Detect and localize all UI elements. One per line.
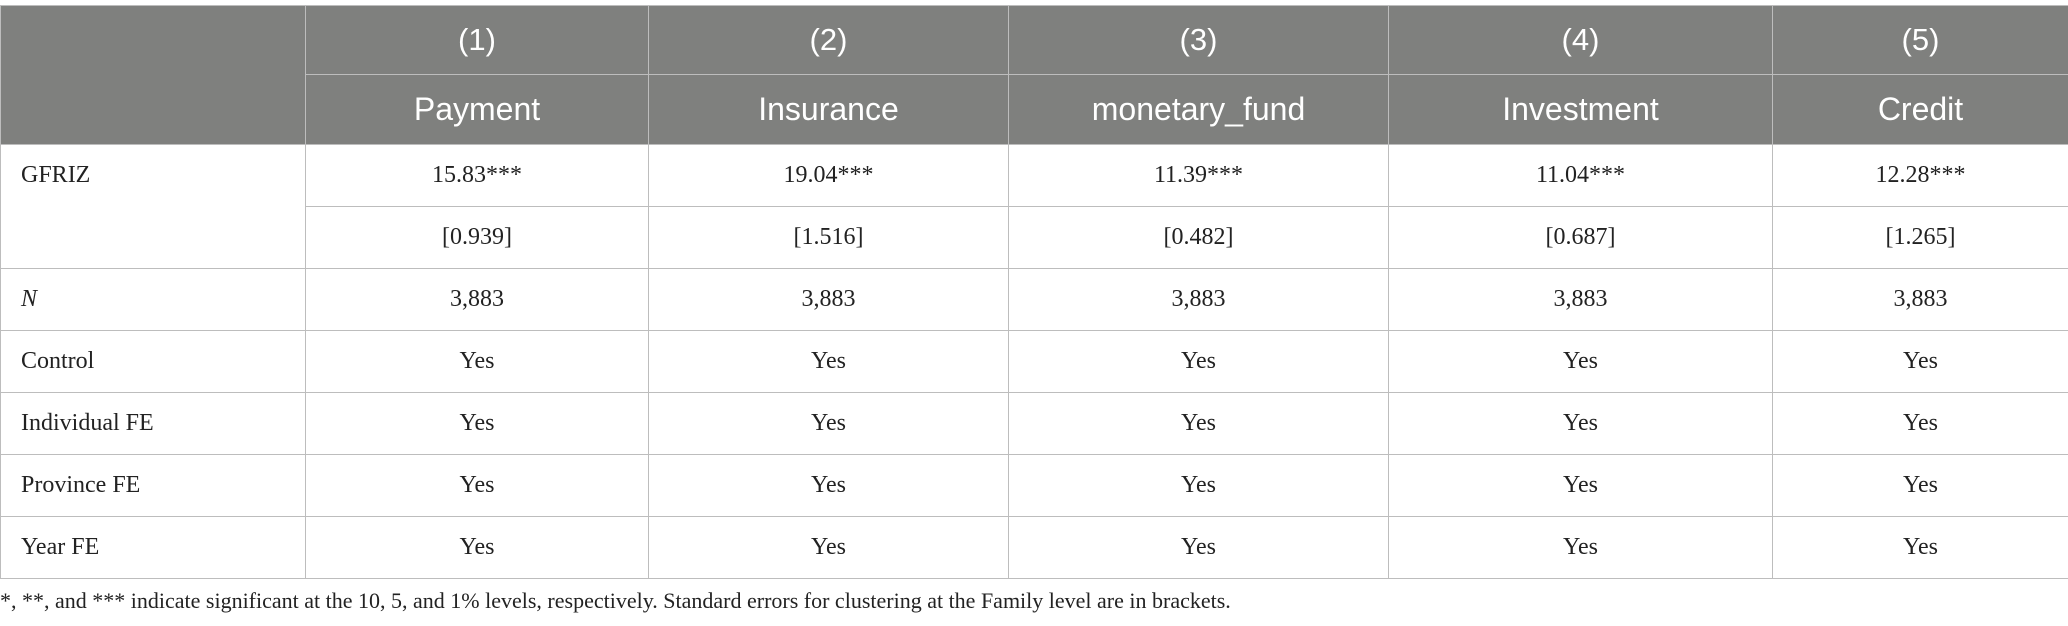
row-label-text: N: [21, 286, 38, 312]
std-error-cell: [0.482]: [1009, 207, 1389, 269]
table-cell: Yes: [1389, 455, 1773, 517]
header-stub: [1, 6, 306, 145]
regression-table: [0, 5, 2068, 579]
table-cell: Yes: [1389, 331, 1773, 393]
table-row: [1, 393, 2068, 455]
column-name: Investment: [1389, 75, 1773, 145]
table-cell: Yes: [1009, 393, 1389, 455]
table-footnote: *, **, and *** indicate significant at the 10, 5, and 1% levels, respectively. Standard errors for clustering at the Family level are in brackets.: [0, 588, 1231, 613]
row-label-gfriz: GFRIZ: [1, 145, 306, 269]
column-number: (2): [649, 6, 1009, 75]
column-number-row: [1, 6, 2068, 75]
column-number: (1): [306, 6, 649, 75]
table-row: [1, 145, 2068, 207]
std-error-cell: [1.516]: [649, 207, 1009, 269]
table-cell: Yes: [649, 455, 1009, 517]
column-name: Credit: [1773, 75, 2068, 145]
table-cell: Yes: [1009, 455, 1389, 517]
table-cell: Yes: [306, 455, 649, 517]
column-number: (3): [1009, 6, 1389, 75]
coefficient-cell: 15.83***: [306, 145, 649, 207]
table-cell: Yes: [1773, 393, 2068, 455]
table-cell: Yes: [1389, 517, 1773, 579]
coefficient-cell: 19.04***: [649, 145, 1009, 207]
column-name: Payment: [306, 75, 649, 145]
table-cell: Yes: [306, 393, 649, 455]
std-error-cell: [0.687]: [1389, 207, 1773, 269]
table-cell: 3,883: [306, 269, 649, 331]
table-row: [1, 517, 2068, 579]
table-cell: Yes: [306, 517, 649, 579]
table-cell: Yes: [1773, 517, 2068, 579]
table-cell: 3,883: [1389, 269, 1773, 331]
row-label-n: [1, 269, 306, 331]
column-number: (4): [1389, 6, 1773, 75]
coefficient-cell: 11.04***: [1389, 145, 1773, 207]
column-number: (5): [1773, 6, 2068, 75]
row-label-individual-fe: Individual FE: [1, 393, 306, 455]
table-row: [1, 331, 2068, 393]
table-cell: Yes: [1773, 455, 2068, 517]
table-cell: Yes: [649, 331, 1009, 393]
table-cell: Yes: [649, 517, 1009, 579]
table-cell: Yes: [1773, 331, 2068, 393]
row-label-province-fe: Province FE: [1, 455, 306, 517]
std-error-cell: [0.939]: [306, 207, 649, 269]
table-cell: Yes: [649, 393, 1009, 455]
table-row: [1, 269, 2068, 331]
row-label-control: Control: [1, 331, 306, 393]
table-cell: Yes: [1009, 331, 1389, 393]
table-cell: 3,883: [649, 269, 1009, 331]
column-name: Insurance: [649, 75, 1009, 145]
table-cell: Yes: [306, 331, 649, 393]
table-row: [1, 207, 2068, 269]
row-label-year-fe: Year FE: [1, 517, 306, 579]
table-cell: Yes: [1009, 517, 1389, 579]
table-cell: 3,883: [1009, 269, 1389, 331]
table-row: [1, 455, 2068, 517]
table-cell: 3,883: [1773, 269, 2068, 331]
column-name-row: [1, 75, 2068, 145]
coefficient-cell: 12.28***: [1773, 145, 2068, 207]
column-name: monetary_fund: [1009, 75, 1389, 145]
coefficient-cell: 11.39***: [1009, 145, 1389, 207]
table-cell: Yes: [1389, 393, 1773, 455]
std-error-cell: [1.265]: [1773, 207, 2068, 269]
